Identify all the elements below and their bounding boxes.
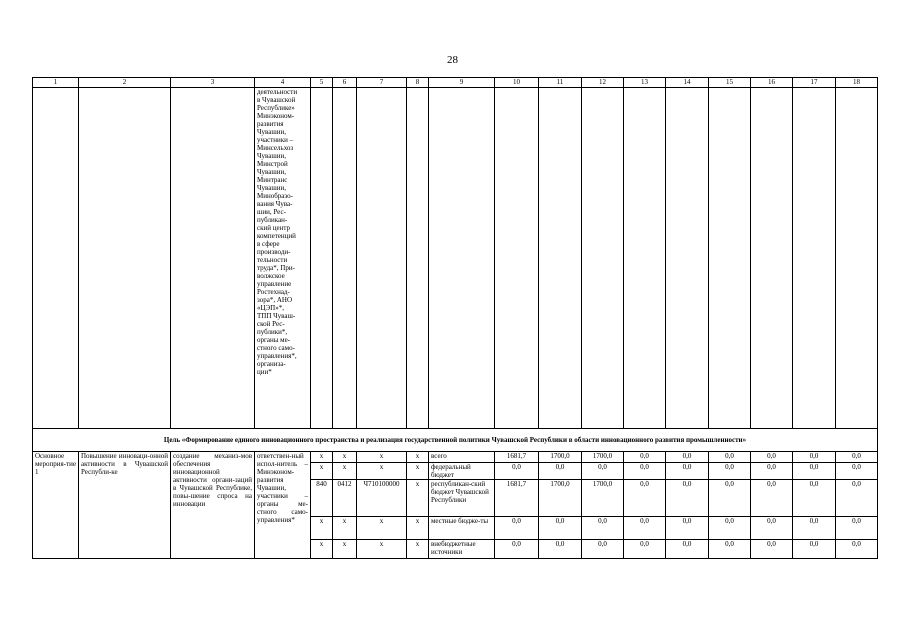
goal-title: Цель «Формирование единого инновационного пространства и реализация государственной политики Чувашской Республики в области инновационного развития промышленности» — [33, 429, 878, 452]
funding-value: 1681,7 — [495, 452, 539, 463]
funding-value: 0,0 — [709, 463, 751, 480]
column-number: 6 — [333, 78, 357, 88]
funding-value: 0,0 — [793, 540, 836, 559]
funding-value: 0,0 — [624, 540, 666, 559]
funding-source: внебюджетные источники — [429, 540, 495, 559]
funding-value: 0,0 — [751, 463, 793, 480]
funding-value: 0,0 — [709, 480, 751, 517]
continuation-row — [33, 88, 878, 429]
code-cell: x — [407, 463, 429, 480]
event-col1: Основное мероприя-тие 1 — [33, 452, 79, 559]
funding-value: 0,0 — [836, 540, 878, 559]
funding-source: республикан-ский бюджет Чувашской Республики — [429, 480, 495, 517]
funding-value: 0,0 — [624, 517, 666, 540]
event-col4: ответствен-ный испол-нитель – Минэконом-развития Чувашии, участники – органы ме-стного само-управления* — [255, 452, 311, 559]
code-cell: x — [333, 540, 357, 559]
funding-value: 0,0 — [709, 540, 751, 559]
code-cell: x — [407, 452, 429, 463]
funding-value: 0,0 — [539, 517, 582, 540]
column-number: 10 — [495, 78, 539, 88]
funding-value: 0,0 — [582, 463, 624, 480]
funding-value: 0,0 — [495, 540, 539, 559]
code-cell: Ч710100000 — [357, 480, 407, 517]
funding-value: 0,0 — [836, 480, 878, 517]
column-number: 12 — [582, 78, 624, 88]
funding-value: 0,0 — [836, 517, 878, 540]
funding-value: 0,0 — [709, 517, 751, 540]
funding-value: 1681,7 — [495, 480, 539, 517]
code-cell: x — [357, 540, 407, 559]
column-number: 2 — [79, 78, 171, 88]
column-number: 5 — [311, 78, 333, 88]
continuation-executors-cell: деятельности в Чувашской Республике» Минэконом- развития Чувашии, участники – Минсельхоз Чувашии, Минстрой Чувашии, Минтранс Чувашии, Минобразо- вания Чува- шии, Рес- публикан- ский центр компетенций в сфере производи- тельности труда*, При- волжское управление Ростехнад- зора*, АНО «ЦЭП»*, ТПП Чуваш- ской Рес- публики*, органы ме- стного само- управления*, организа- ции* — [255, 88, 311, 429]
funding-source: всего — [429, 452, 495, 463]
column-number: 17 — [793, 78, 836, 88]
code-cell: x — [311, 517, 333, 540]
column-number: 18 — [836, 78, 878, 88]
column-number: 14 — [666, 78, 709, 88]
funding-value: 1700,0 — [582, 452, 624, 463]
funding-value: 0,0 — [666, 480, 709, 517]
funding-value: 0,0 — [793, 452, 836, 463]
funding-value: 0,0 — [539, 540, 582, 559]
program-table — [32, 77, 878, 559]
funding-value: 0,0 — [624, 463, 666, 480]
goal-row — [33, 429, 878, 452]
code-cell: x — [311, 452, 333, 463]
column-number: 1 — [33, 78, 79, 88]
code-cell: x — [357, 452, 407, 463]
funding-value: 0,0 — [793, 463, 836, 480]
column-number-row — [33, 78, 878, 88]
code-cell: 0412 — [333, 480, 357, 517]
funding-value: 0,0 — [836, 452, 878, 463]
code-cell: x — [407, 540, 429, 559]
funding-value: 0,0 — [666, 463, 709, 480]
code-cell: x — [407, 480, 429, 517]
code-cell: x — [333, 452, 357, 463]
funding-value: 0,0 — [793, 517, 836, 540]
funding-value: 0,0 — [666, 452, 709, 463]
funding-value: 0,0 — [751, 452, 793, 463]
funding-value: 0,0 — [751, 517, 793, 540]
code-cell: 840 — [311, 480, 333, 517]
funding-value: 1700,0 — [539, 480, 582, 517]
event-col2: Повышение инноваци-онной активности в Чувашской Республи-ке — [79, 452, 171, 559]
code-cell: x — [311, 540, 333, 559]
funding-value: 0,0 — [666, 540, 709, 559]
code-cell: x — [357, 463, 407, 480]
funding-value: 0,0 — [709, 452, 751, 463]
event-col3: создание механиз-мов обеспечения инновационной активности органи-заций в Чувашской Республике, повы-шение спроса на инновации — [171, 452, 255, 559]
funding-value: 0,0 — [539, 463, 582, 480]
page-number: 28 — [447, 54, 458, 66]
code-cell: x — [357, 517, 407, 540]
funding-row — [33, 452, 878, 463]
funding-value: 1700,0 — [582, 480, 624, 517]
column-number: 8 — [407, 78, 429, 88]
funding-value: 0,0 — [624, 452, 666, 463]
funding-value: 0,0 — [495, 517, 539, 540]
column-number: 3 — [171, 78, 255, 88]
column-number: 7 — [357, 78, 407, 88]
funding-value: 0,0 — [751, 480, 793, 517]
funding-value: 1700,0 — [539, 452, 582, 463]
column-number: 9 — [429, 78, 495, 88]
code-cell: x — [333, 463, 357, 480]
funding-value: 0,0 — [582, 540, 624, 559]
column-number: 16 — [751, 78, 793, 88]
code-cell: x — [333, 517, 357, 540]
funding-source: местные бюдже-ты — [429, 517, 495, 540]
code-cell: x — [407, 517, 429, 540]
column-number: 15 — [709, 78, 751, 88]
code-cell: x — [311, 463, 333, 480]
funding-value: 0,0 — [836, 463, 878, 480]
column-number: 4 — [255, 78, 311, 88]
funding-value: 0,0 — [751, 540, 793, 559]
funding-value: 0,0 — [582, 517, 624, 540]
column-number: 13 — [624, 78, 666, 88]
column-number: 11 — [539, 78, 582, 88]
funding-value: 0,0 — [495, 463, 539, 480]
funding-source: федеральный бюджет — [429, 463, 495, 480]
funding-value: 0,0 — [624, 480, 666, 517]
funding-value: 0,0 — [793, 480, 836, 517]
funding-value: 0,0 — [666, 517, 709, 540]
